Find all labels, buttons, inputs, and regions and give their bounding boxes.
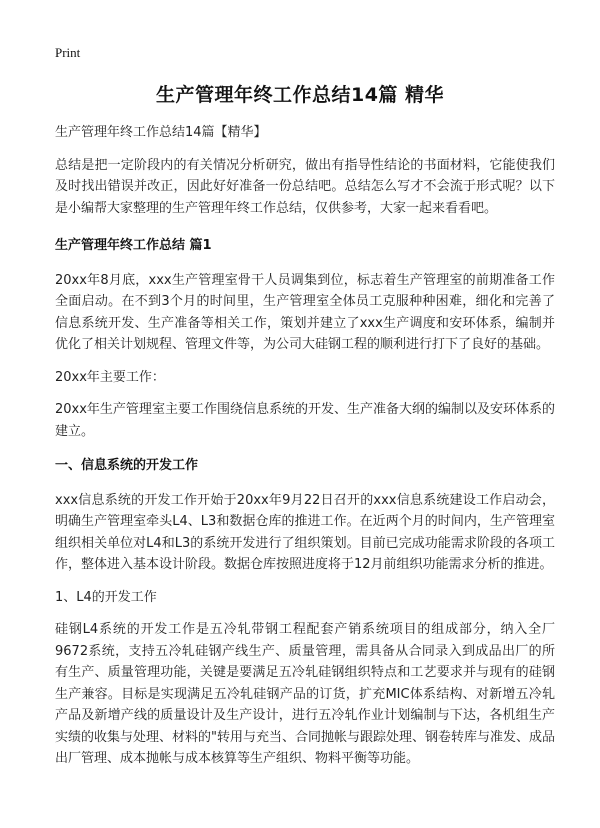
paragraph-4: 硅钢L4系统的开发工作是五冷轧带钢工程配套产销系统项目的组成部分，纳入全厂9672系统，支持五冷轧硅钢产线生产、质量管理，需具备从合同录入到成品出厂的所有生产、质量管理功能，关键是要满足五冷轧硅钢组织特点和工艺要求并与现有的硅钢生产兼容。目标是实现满足五冷轧硅钢产品的订货，扩充MIC体系结构、对新增五冷轧产品及新增产线的质量设计及生产设计，进行五冷轧作业计划编制与下达，各机组生产实绩的收集与处理、材料的"转用与充当、合同抛帐与跟踪处理、钢卷转库与准发、成品出厂管理、成本抛帐与成本核算等生产组织、物料平衡等功能。 — [55, 622, 555, 766]
document-subtitle: 生产管理年终工作总结14篇【精华】 — [55, 125, 267, 140]
paragraph-1: 20xx年8月底，xxx生产管理室骨干人员调集到位，标志着生产管理室的前期准备工作全面启动。在不到3个月的时间里，生产管理室全体员工克服种种困难，细化和完善了信息系统开发、生产准备等相关工作，策划并建立了xxx生产调度和安环体系，编制并优化了相关计划规程、管理文件等，为公司大硅钢工程的顺利进行打下了良好的基础。 — [55, 272, 555, 352]
paragraph-3: xxx信息系统的开发工作开始于20xx年9月22日召开的xxx信息系统建设工作启动会，明确生产管理室牵头L4、L3和数据仓库的推进工作。在近两个月的时间内，生产管理室组织相关单位对L4和L3的系统开发进行了组织策划。目前已完成功能需求阶段的各项工作，整体进入基本设计阶段。数据仓库按照进度将于12月前组织功能需求分析的推进。 — [55, 492, 555, 572]
heading-information-system: 一、信息系统的开发工作 — [55, 458, 199, 473]
year-tasks-label: 20xx年主要工作： — [55, 369, 165, 385]
print-label[interactable]: Print — [55, 45, 81, 60]
paragraph-2: 20xx年生产管理室主要工作围绕信息系统的开发、生产准备大纲的编制以及安环体系的建立。 — [55, 402, 555, 439]
document-body — [55, 122, 555, 770]
intro-paragraph: 总结是把一定阶段内的有关情况分析研究，做出有指导性结论的书面材料，它能使我们及时找出错误并改正，因此好好准备一份总结吧。总结怎么写才不会流于形式呢？以下是小编帮大家整理的生产管理年终工作总结，仅供参考，大家一起来看看吧。 — [55, 157, 555, 216]
subheading-l4: 1、L4的开发工作 — [55, 589, 157, 605]
section-heading: 生产管理年终工作总结 篇1 — [55, 238, 212, 253]
page-title: 生产管理年终工作总结14篇 精华 — [155, 84, 445, 106]
